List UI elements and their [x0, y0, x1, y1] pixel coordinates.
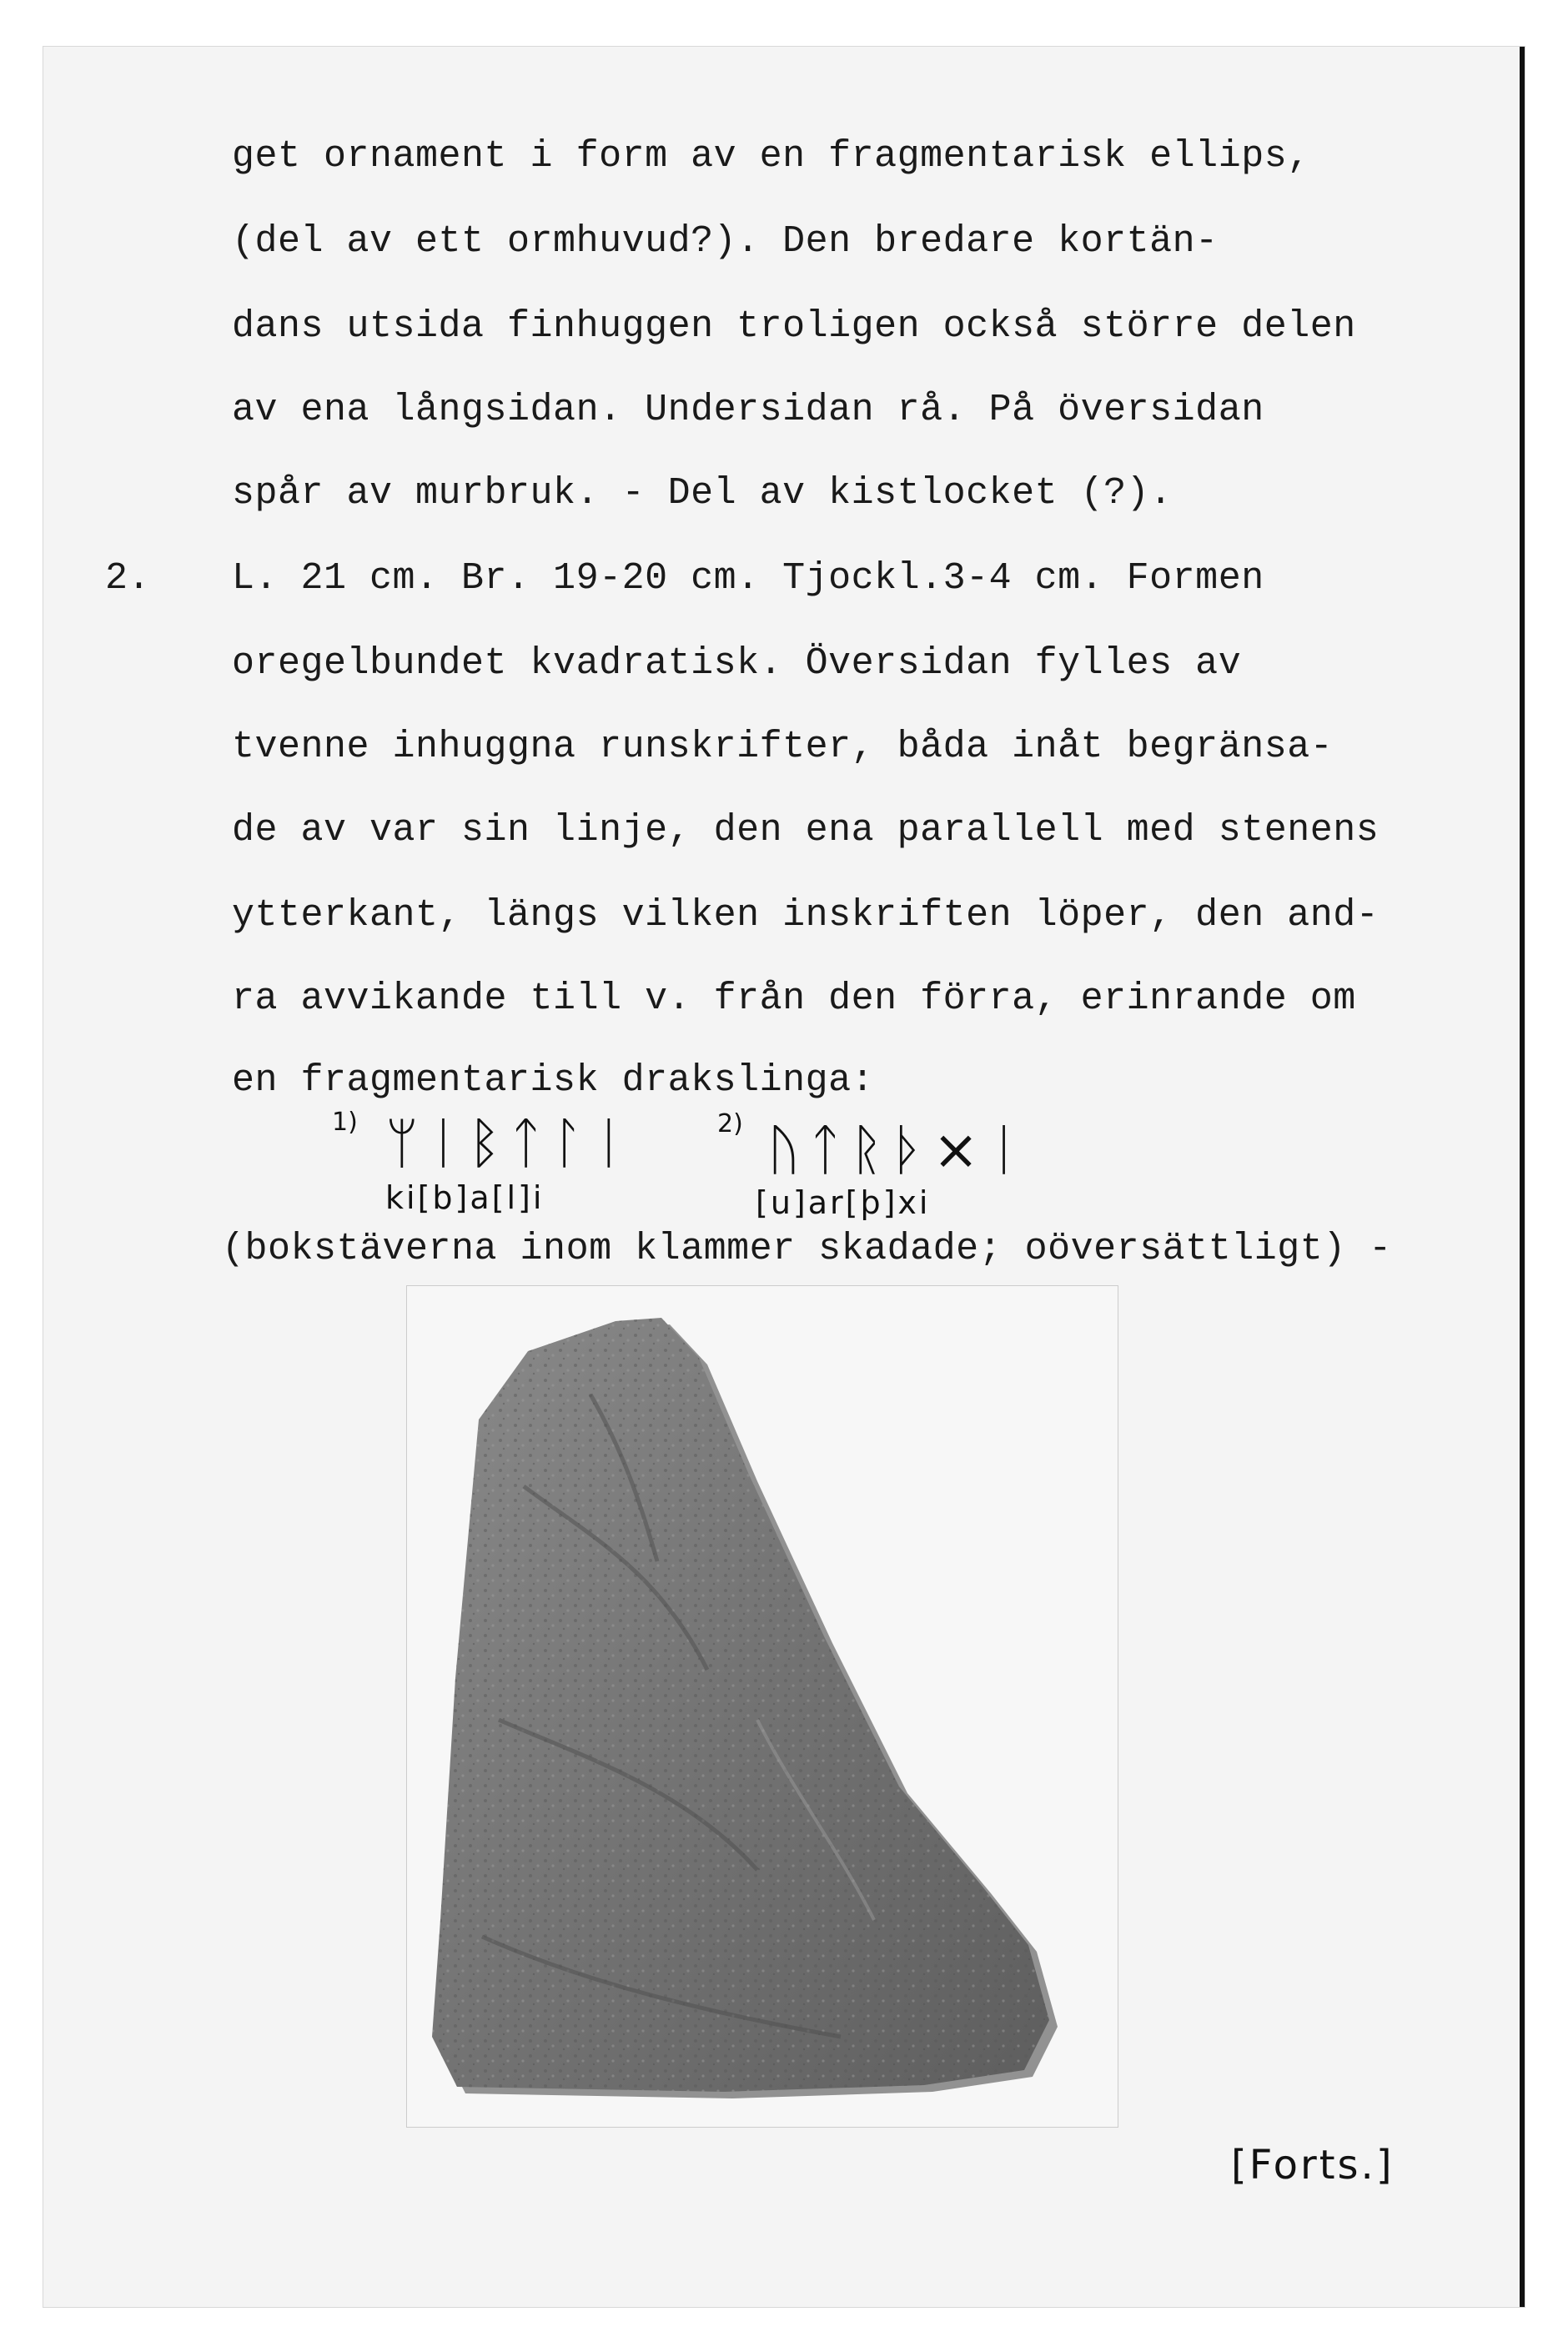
text-line: av ena långsidan. Undersidan rå. På översidan — [232, 389, 1264, 431]
inscription-note: (bokstäverna inom klammer skadade; oöversättligt) - — [222, 1228, 1392, 1270]
text-line: spår av murbruk. - Del av kistlocket (?). — [232, 472, 1173, 515]
text-line: get ornament i form av en fragmentarisk ellips, — [232, 135, 1310, 178]
inscription-1-transliteration: ki[b]a[l]i — [385, 1179, 545, 1216]
text-line: ytterkant, längs vilken inskriften löper, den and- — [232, 894, 1380, 937]
entry-number: 2. — [105, 557, 151, 600]
inscription-1-marker: 1) — [332, 1108, 358, 1137]
sheet-edge — [1520, 47, 1525, 2307]
rune-stone-photo — [407, 1286, 1118, 2127]
inscription-2-marker: 2) — [717, 1109, 743, 1138]
text-line: oregelbundet kvadratisk. Översidan fylles av — [232, 642, 1242, 685]
text-line: ra avvikande till v. från den förra, erinrande om — [232, 978, 1356, 1020]
text-line: (del av ett ormhuvud?). Den bredare kortän- — [232, 220, 1219, 263]
text-line: tvenne inhuggna runskrifter, båda inåt begränsa- — [232, 726, 1334, 768]
text-line: L. 21 cm. Br. 19-20 cm. Tjockl.3-4 cm. Formen — [232, 557, 1264, 600]
stone-fragment-image — [407, 1286, 1118, 2127]
text-line: dans utsida finhuggen troligen också större delen — [232, 305, 1356, 348]
inscription-2-runes: ᚢᛏᚱᚦ×ᛁ — [767, 1118, 1029, 1182]
continuation-note: [Forts.] — [1231, 2142, 1395, 2189]
text-line: en fragmentarisk drakslinga: — [232, 1059, 875, 1102]
text-line: de av var sin linje, den ena parallell med stenens — [232, 809, 1380, 852]
inscription-2-transliteration: [u]ar[þ]xi — [756, 1184, 931, 1221]
inscription-1-runes: ᛘᛁᛒᛏᛚᛁ — [385, 1111, 634, 1175]
